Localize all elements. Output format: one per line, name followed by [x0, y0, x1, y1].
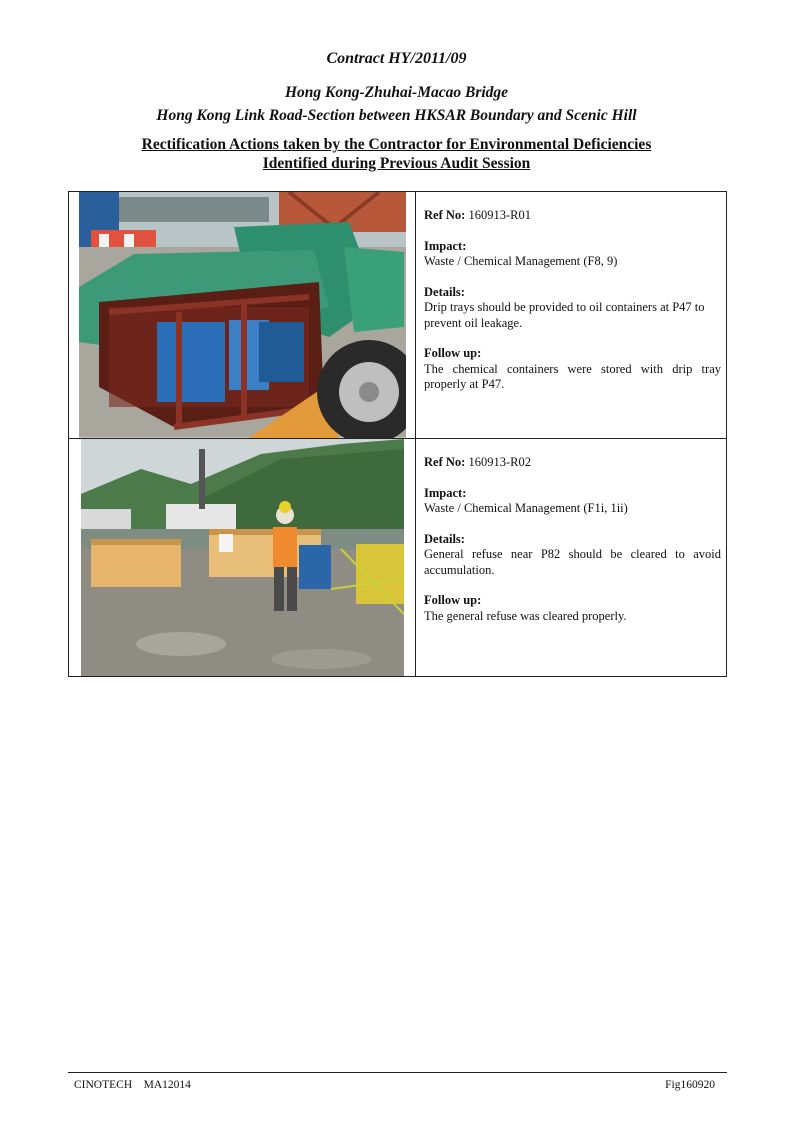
ref-number: 160913-R01: [468, 208, 531, 222]
record-text: [424, 455, 721, 624]
project-name: Hong Kong-Zhuhai-Macao Bridge: [284, 84, 509, 101]
ref-number: 160913-R02: [468, 455, 531, 469]
record-text: [424, 208, 721, 393]
contract-number: Contract HY/2011/09: [326, 50, 467, 67]
table-row: [69, 439, 726, 676]
follow-up-label: Follow up:: [424, 593, 482, 607]
details-text: General refuse near P82 should be cleared to avoid accumulation.: [424, 547, 721, 577]
impact-text: Waste / Chemical Management (F1i, 1ii): [424, 501, 628, 515]
footer-right: Fig160920: [665, 1079, 715, 1091]
ref-label: Ref No:: [424, 455, 466, 469]
footer-left: CINOTECH MA12014: [74, 1079, 191, 1091]
project-section: Hong Kong Link Road-Section between HKSAR Boundary and Scenic Hill: [156, 107, 637, 124]
page-title-line-2: Identified during Previous Audit Session: [262, 155, 531, 172]
impact-text: Waste / Chemical Management (F8, 9): [424, 254, 618, 268]
follow-up-label: Follow up:: [424, 346, 482, 360]
details-label: Details:: [424, 531, 465, 546]
details-label: Details:: [424, 284, 465, 299]
rectification-table: [68, 191, 727, 677]
follow-up-text: The chemical containers were stored with drip tray properly at P47.: [424, 361, 721, 391]
site-photo-drip-tray: [79, 192, 406, 438]
details-text: Drip trays should be provided to oil containers at P47 to prevent oil leakage.: [424, 300, 705, 330]
page-title-line-1: Rectification Actions taken by the Contractor for Environmental Deficiencies: [141, 136, 652, 153]
footer-divider: [68, 1072, 727, 1073]
site-photo-refuse: [81, 439, 404, 676]
impact-label: Impact:: [424, 238, 467, 253]
table-row: [69, 192, 726, 439]
impact-label: Impact:: [424, 485, 467, 500]
follow-up-text: The general refuse was cleared properly.: [424, 608, 627, 623]
ref-label: Ref No:: [424, 208, 466, 222]
